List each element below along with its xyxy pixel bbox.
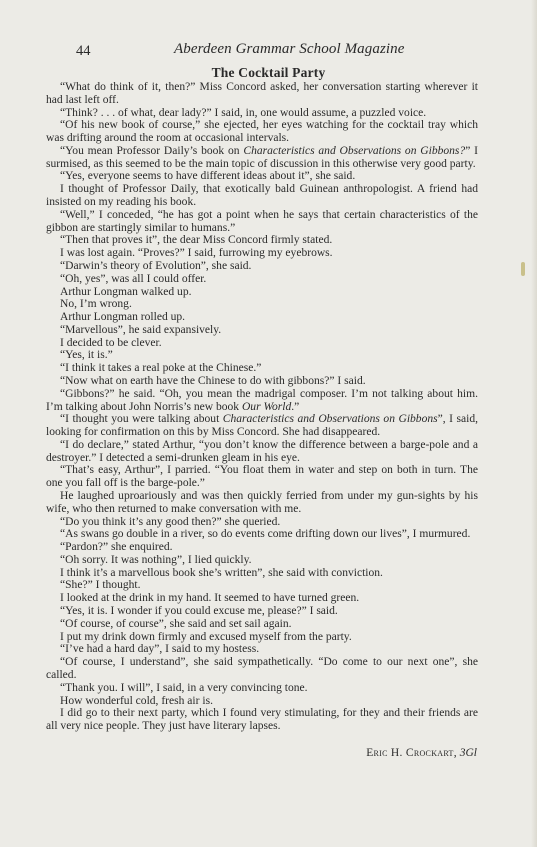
paragraph-text: I decided to be clever.: [60, 336, 162, 349]
article-paragraph: [46, 298, 478, 311]
paragraph-text: “She?” I thought.: [60, 579, 141, 592]
article-paragraph: [46, 234, 478, 247]
book-title: Characteristics and Observations on Gibbons?: [243, 144, 466, 157]
article-paragraph: [46, 107, 478, 120]
article-title: The Cocktail Party: [211, 65, 326, 80]
paragraph-text: “Well,” I conceded, “he has got a point when he says that certain characteristics of the gibbon are startingly similar to humans.”: [46, 208, 478, 234]
article-paragraph: [46, 324, 478, 337]
paragraph-text: “I do declare,” stated Arthur, “you don’t know the difference between a barge-pole and a destroyer.” I detected a semi-drunken gleam in his eye.: [46, 438, 478, 464]
paragraph-text: “Darwin’s theory of Evolution”, she said.: [60, 259, 252, 272]
article-paragraph: [46, 337, 478, 350]
article-paragraph: [46, 439, 478, 465]
author-class: 3Gl: [459, 747, 477, 759]
article-body: [46, 81, 478, 733]
article-paragraph: [46, 375, 478, 388]
paragraph-text: I was lost again. “Proves?” I said, furrowing my eyebrows.: [60, 247, 333, 260]
book-title: Characteristics and Observations on Gibbons: [222, 413, 438, 426]
running-head: Aberdeen Grammar School Magazine: [174, 41, 405, 57]
article-paragraph: [46, 579, 478, 592]
paragraph-text: I did go to their next party, which I found very stimulating, for they and their friends are all very nice people. They just have literary lapses.: [46, 707, 478, 733]
article-paragraph: [46, 643, 478, 656]
paragraph-text: Arthur Longman walked up.: [60, 285, 192, 298]
paragraph-text: “Yes, it is. I wonder if you could excuse me, please?” I said.: [60, 605, 338, 618]
paragraph-text: “Of course, of course”, she said and set sail again.: [60, 617, 292, 630]
paragraph-text: I thought of Professor Daily, that exotically bald Guinean anthropologist. A friend had insisted on my reading his book.: [46, 183, 478, 209]
paragraph-text: “Do you think it’s any good then?” she queried.: [60, 515, 281, 528]
paragraph-text: “That’s easy, Arthur”, I parried. “You float them in water and step on both in turn. The one you fall off is the barge-pole.”: [46, 464, 478, 490]
paragraph-text: “Pardon?” she enquired.: [60, 541, 173, 554]
article-paragraph: [46, 605, 478, 618]
article-paragraph: [46, 541, 478, 554]
article-paragraph: [46, 554, 478, 567]
article-paragraph: [46, 362, 478, 375]
article-paragraph: [46, 695, 478, 708]
paragraph-text: “I’ve had a hard day”, I said to my hostess.: [60, 643, 260, 656]
article-paragraph: [46, 145, 478, 171]
paragraph-text: No, I’m wrong.: [60, 298, 132, 311]
paragraph-text: “What do think of it, then?” Miss Concord asked, her conversation starting wherever it had last left off.: [46, 81, 478, 106]
paragraph-text: “Think? . . . of what, dear lady?” I said, in, one would assume, a puzzled voice.: [60, 106, 427, 119]
article-paragraph: [46, 81, 478, 107]
paragraph-text: ”, I said, looking for confirmation on this by Miss Concord. She had disappeared.: [46, 413, 478, 439]
article-paragraph: [46, 413, 478, 439]
article-paragraph: [46, 516, 478, 529]
article-paragraph: [46, 707, 478, 733]
article-paragraph: [46, 490, 478, 516]
paragraph-text: “Oh, yes”, was all I could offer.: [60, 272, 207, 285]
paragraph-text: “I think it takes a real poke at the Chinese.”: [60, 362, 262, 375]
page-number: 44: [76, 43, 91, 59]
paragraph-text: “Marvellous”, he said expansively.: [60, 323, 222, 336]
paragraph-text: “Now what on earth have the Chinese to do with gibbons?” I said.: [60, 374, 366, 387]
paragraph-text: “I thought you were talking about: [60, 413, 223, 426]
paragraph-text: ” I surmised, as this seemed to be the main topic of discussion in this otherwise very good party.: [46, 144, 478, 170]
article-paragraph: [46, 286, 478, 299]
page-stain-mark: [521, 262, 525, 276]
paragraph-text: “Yes, everyone seems to have different ideas about it”, she said.: [60, 170, 356, 183]
paragraph-text: “Of his new book of course,” she ejected, her eyes watching for the cocktail tray which was drifting around the room at occasional intervals.: [46, 119, 478, 145]
article-paragraph: [46, 119, 478, 145]
article-paragraph: [46, 260, 478, 273]
article-paragraph: [46, 528, 478, 541]
paragraph-text: “Then that proves it”, the dear Miss Concord firmly stated.: [60, 234, 333, 247]
article-paragraph: [46, 170, 478, 183]
article-paragraph: [46, 388, 478, 414]
article-paragraph: [46, 311, 478, 324]
article-paragraph: [46, 618, 478, 631]
paragraph-text: I think it’s a marvellous book she’s written”, she said with conviction.: [60, 566, 383, 579]
article-paragraph: [46, 631, 478, 644]
article-paragraph: [46, 656, 478, 682]
page-edge-shadow: [531, 0, 537, 847]
author-name: Eric H. Crockart,: [366, 747, 457, 759]
article-paragraph: [46, 183, 478, 209]
paragraph-text: “Thank you. I will”, I said, in a very convincing tone.: [60, 681, 308, 694]
paragraph-text: “As swans go double in a river, so do events come drifting down our lives”, I murmured.: [60, 528, 471, 541]
article-paragraph: [46, 682, 478, 695]
paragraph-text: “Of course, I understand”, she said sympathetically. “Do come to our next one”, she called.: [46, 656, 478, 681]
paragraph-text: “You mean Professor Daily’s book on: [60, 144, 244, 157]
paragraph-text: .”: [291, 400, 300, 413]
paragraph-text: “Yes, it is.”: [60, 349, 113, 362]
book-title: Our World: [241, 400, 292, 413]
article-paragraph: [46, 273, 478, 286]
article-paragraph: [46, 567, 478, 580]
paragraph-text: “Oh sorry. It was nothing”, I lied quickly.: [60, 553, 252, 566]
page-header: [76, 41, 461, 59]
article-paragraph: [46, 209, 478, 235]
article-paragraph: [46, 349, 478, 362]
paragraph-text: Arthur Longman rolled up.: [60, 311, 186, 324]
paragraph-text: How wonderful cold, fresh air is.: [60, 694, 213, 707]
paragraph-text: He laughed uproariously and was then quickly ferried from under my gun-sights by his wife, who then returned to make conversation with me.: [46, 490, 478, 515]
paragraph-text: “Gibbons?” he said. “Oh, you mean the madrigal composer. I’m not talking about him. I’m talking about John Norris’s new book: [46, 387, 478, 413]
article-paragraph: [46, 464, 478, 490]
article-paragraph: [46, 247, 478, 260]
paragraph-text: I looked at the drink in my hand. It seemed to have turned green.: [60, 592, 360, 605]
paragraph-text: I put my drink down firmly and excused myself from the party.: [60, 630, 352, 643]
author-signature: [366, 747, 477, 759]
article-paragraph: [46, 592, 478, 605]
